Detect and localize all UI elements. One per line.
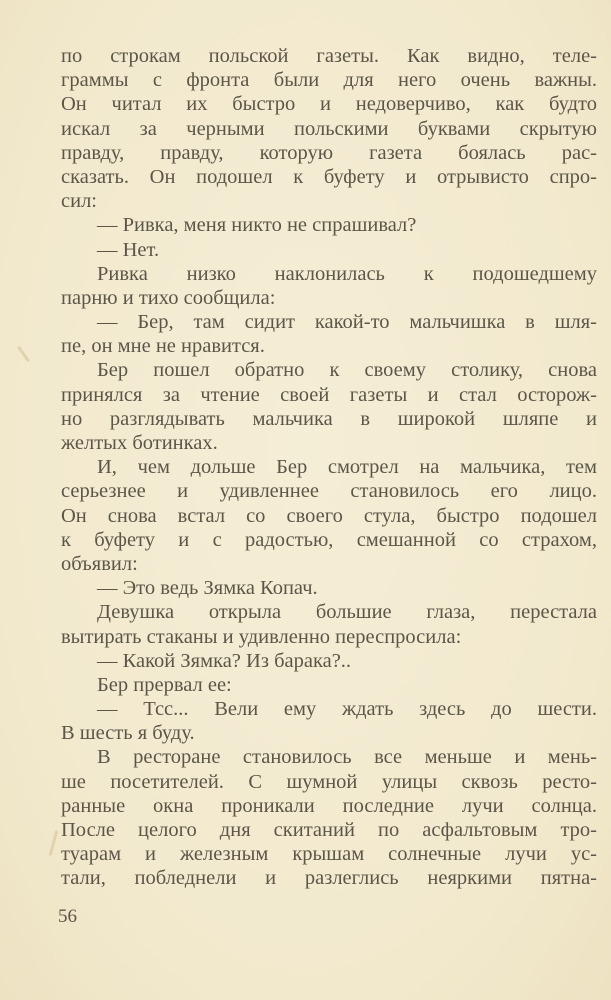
text-line: серьезнее и удивленнее становилось его лицо. [61,480,597,503]
body-text [61,44,597,891]
text-line: принялся за чтение своей газеты и стал осторож- [61,383,597,406]
text-line: объявил: [61,552,138,575]
text-line: Девушка открыла большие глаза, перестала [97,601,597,624]
text-line: но разглядывать мальчика в широкой шляпе и [61,407,597,430]
text-line: сказать. Он подошел к буфету и отрывисто спро- [61,165,597,188]
text-line: правду, правду, которую газета боялась рас- [61,141,597,164]
text-line: тали, побледнели и разлеглись неяркими пятна- [61,867,597,890]
text-line: В ресторане становилось все меньше и мень- [97,746,597,769]
text-line: к буфету и с радостью, смешанной со страхом, [61,528,597,551]
text-line: сил: [61,190,97,213]
text-line: по строкам польской газеты. Как видно, теле- [61,45,597,67]
paper-blemish [49,830,59,856]
text-line: пе, он мне не нравится. [61,335,265,358]
text-line: — Какой Зямка? Из барака?.. [97,649,352,672]
text-line: Он читал их быстро и недоверчиво, как будто [61,93,597,116]
text-line: Ривка низко наклонилась к подошедшему [97,262,597,285]
text-line: искал за черными польскими буквами скрытую [61,117,597,140]
paper-blemish [17,346,30,362]
text-line: желтых ботинках. [61,432,218,454]
text-line: туарам и железным крышам солнечные лучи ус- [61,843,597,866]
text-line: — Ривка, меня никто не спрашивал? [97,214,417,237]
page-number: 56 [58,906,77,927]
text-line: вытирать стаканы и удивленно переспросила: [61,625,462,648]
text-line: — Это ведь Зямка Копач. [97,577,318,600]
text-line: — Тсс... Вели ему ждать здесь до шести. [97,698,597,721]
text-line: ше посетителей. С шумной улицы сквозь ресто- [61,770,597,793]
text-line: — Бер, там сидит какой-то мальчишка в шля- [97,311,597,334]
text-line: Он снова встал со своего стула, быстро подошел [61,504,597,527]
text-line: Бер прервал ее: [97,673,232,696]
text-line: В шесть я буду. [61,722,195,745]
text-line: граммы с фронта были для него очень важны. [61,69,597,92]
text-line: — Нет. [97,238,160,261]
text-line: Бер пошел обратно к своему столику, снова [97,359,597,382]
text-line: парню и тихо сообщила: [61,286,276,309]
text-line: И, чем дольше Бер смотрел на мальчика, тем [97,456,597,479]
text-line: После целого дня скитаний по асфальтовым тро- [61,819,597,841]
text-line: ранные окна проникали последние лучи солнца. [61,794,597,817]
